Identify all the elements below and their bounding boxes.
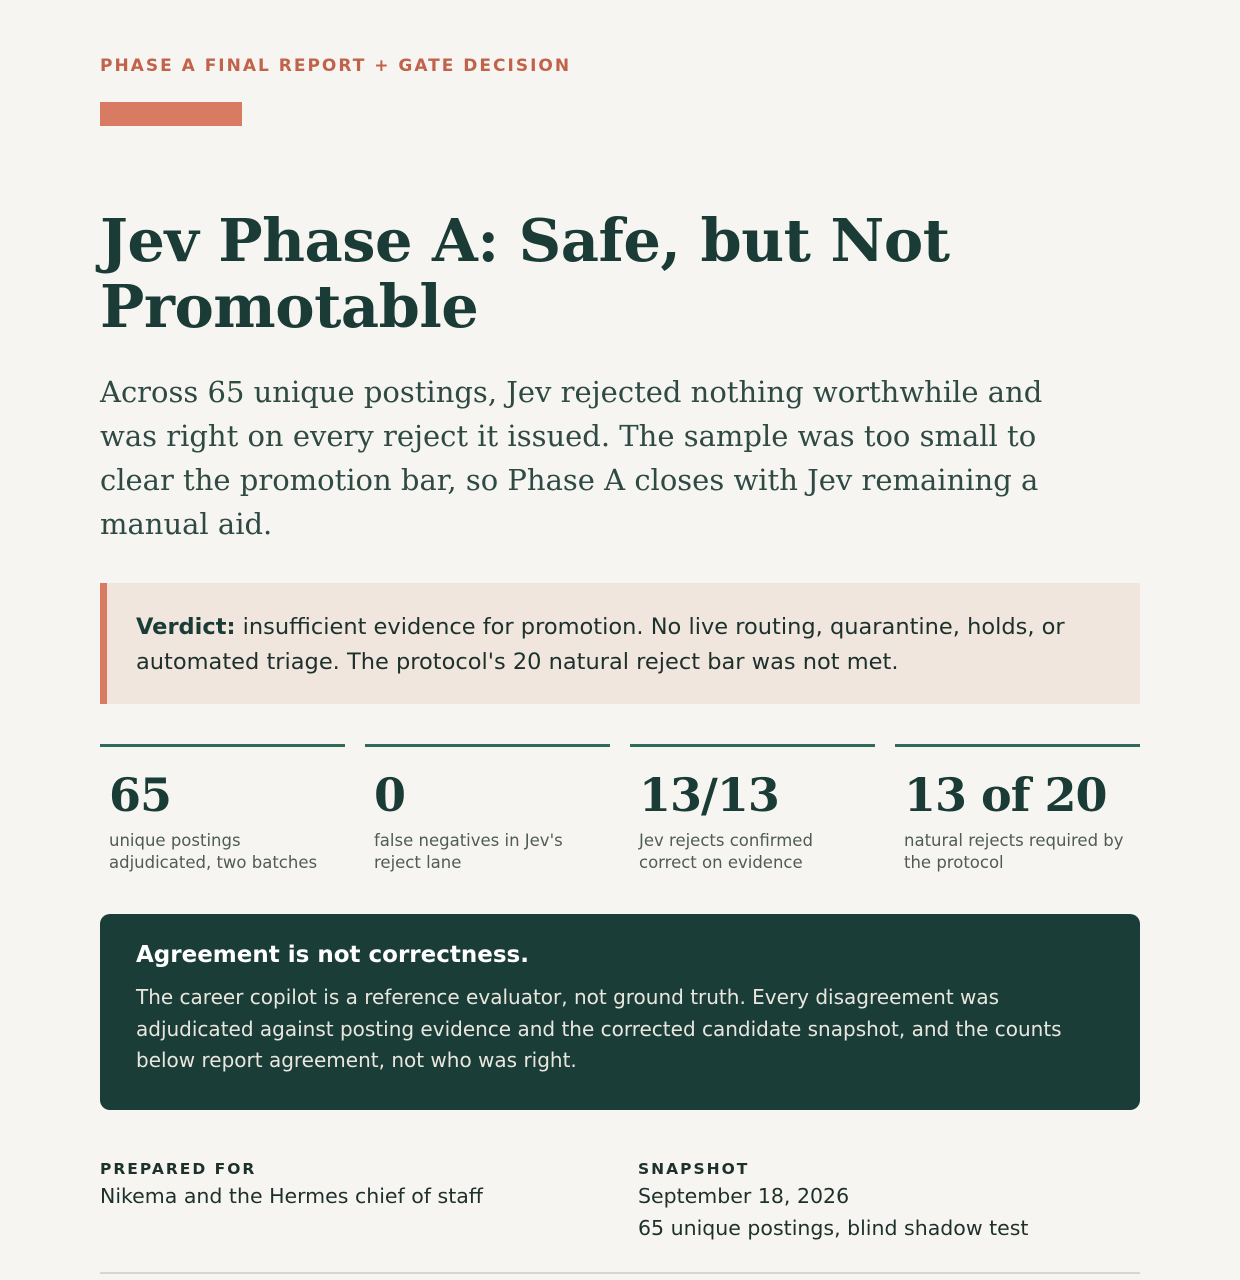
footer-divider (100, 1272, 1140, 1274)
stat-label: Jev rejects confirmed correct on evidence (639, 831, 813, 872)
page-title: Jev Phase A: Safe, but Not Promotable (100, 206, 950, 341)
stats-row (100, 744, 1140, 884)
stat-label: unique postings adjudicated, two batches (109, 831, 318, 872)
stat-card-natural-rejects (895, 744, 1140, 887)
snapshot-detail: 65 unique postings, blind shadow test (638, 1216, 1029, 1240)
prepared-for-value: Nikema and the Hermes chief of staff (100, 1184, 483, 1208)
prepared-for-block (100, 1158, 600, 1212)
stat-value: 13 of 20 (904, 768, 1107, 822)
verdict-label: Verdict: (136, 614, 236, 640)
stat-value: 65 (109, 768, 172, 822)
stat-card-postings (100, 744, 345, 887)
accent-bar (100, 102, 242, 126)
verdict-text: insufficient evidence for promotion. No live routing, quarantine, holds, or automated triage. The protocol's 20 natural reject bar was not met. (136, 614, 1065, 675)
insight-body: The career copilot is a reference evaluator, not ground truth. Every disagreement was adjudicated against posting evidence and the corrected candidate snapshot, and the counts below report agreement, not who was right. (136, 985, 1062, 1072)
prepared-for-label: PREPARED FOR (100, 1160, 257, 1178)
stat-label: false negatives in Jev's reject lane (374, 831, 563, 872)
stat-card-false-negatives (365, 744, 610, 887)
lede-paragraph: Across 65 unique postings, Jev rejected nothing worthwhile and was right on every reject it issued. The sample was too small to clear the promotion bar, so Phase A closes with Jev remaining a manual aid. (100, 375, 1043, 541)
stat-value: 13/13 (639, 768, 779, 822)
snapshot-label: SNAPSHOT (638, 1160, 750, 1178)
stat-value: 0 (374, 768, 406, 822)
verdict-callout (100, 583, 1140, 704)
stat-card-rejects-confirmed (630, 744, 875, 887)
insight-title: Agreement is not correctness. (136, 942, 529, 968)
report-eyebrow: PHASE A FINAL REPORT + GATE DECISION (100, 56, 572, 76)
snapshot-date: September 18, 2026 (638, 1184, 850, 1208)
insight-panel (100, 914, 1140, 1110)
snapshot-block (638, 1158, 1138, 1244)
stat-label: natural rejects required by the protocol (904, 831, 1124, 872)
